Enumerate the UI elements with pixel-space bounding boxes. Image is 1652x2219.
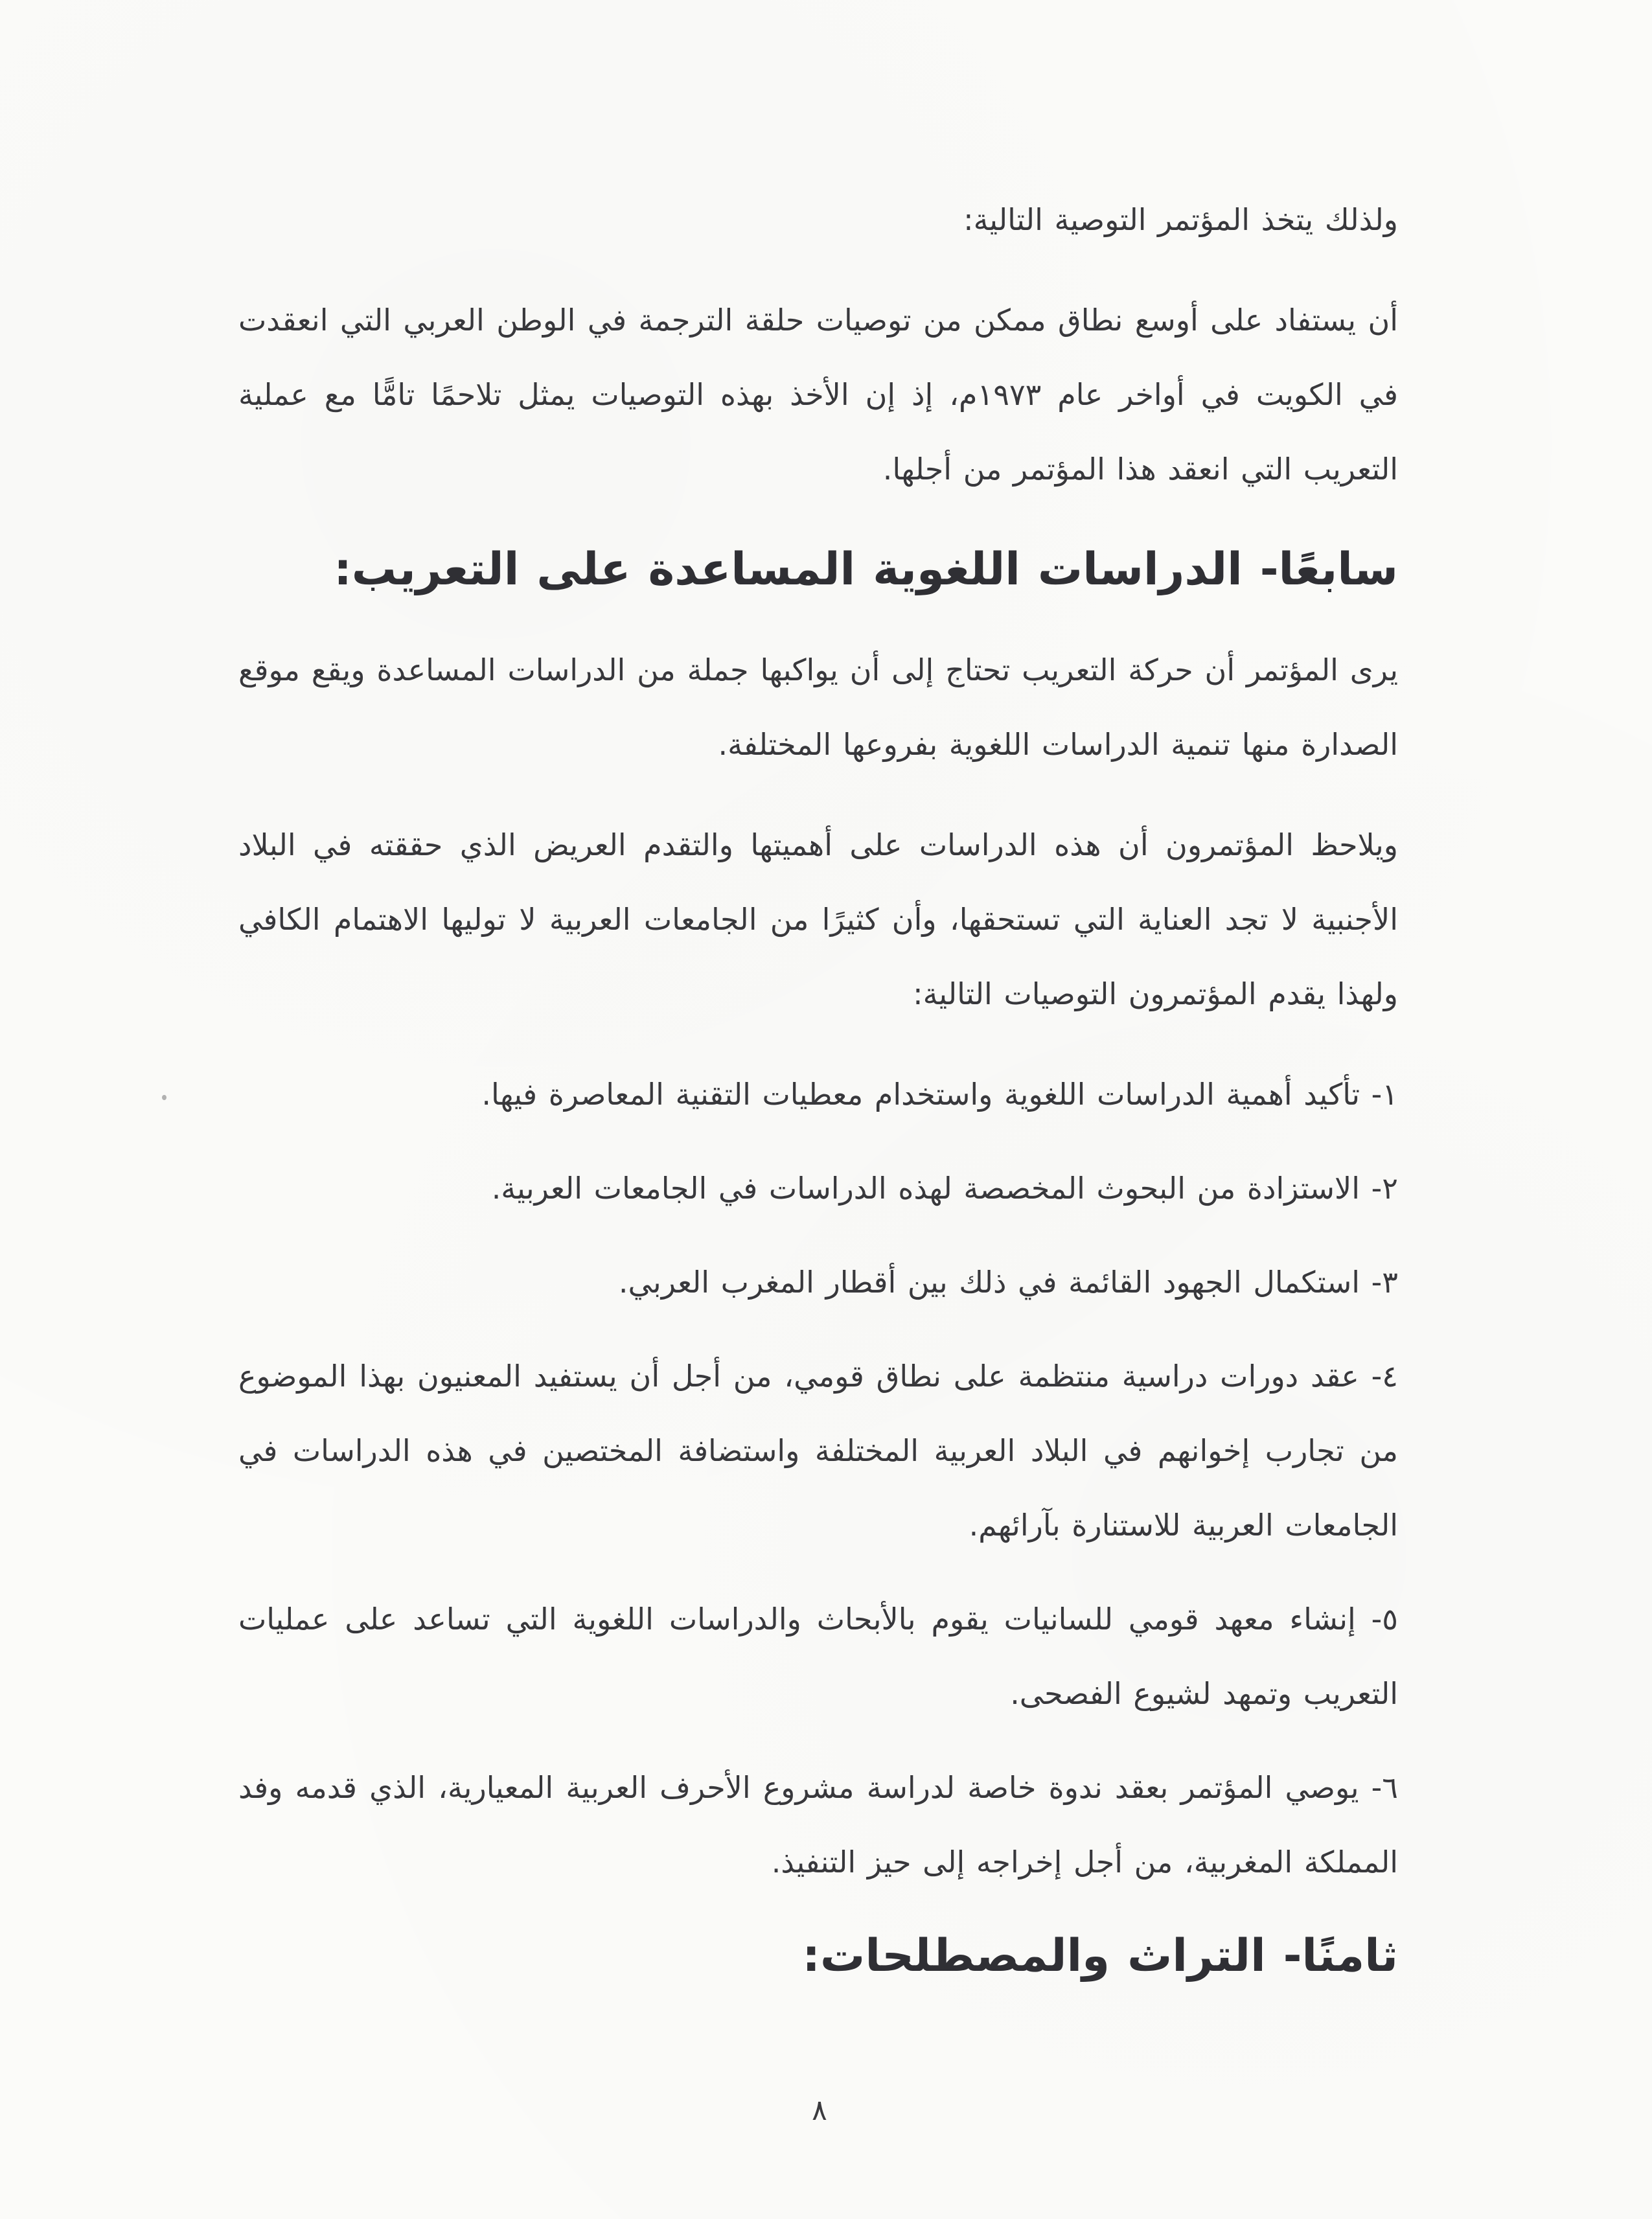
- section-heading-eighth-heritage-terminology: ثامنًا- التراث والمصطلحات:: [802, 1930, 1398, 1982]
- page-number: ٨: [812, 2094, 827, 2127]
- paragraph-recommendation-intro: ولذلك يتخذ المؤتمر التوصية التالية:: [963, 202, 1398, 237]
- list-item-6: ٦- يوصي المؤتمر بعقد ندوة خاصة لدراسة مشروع الأحرف العربية المعيارية، الذي قدمه وفد المملكة المغربية، من أجل إخراجه إلى حيز التنفيذ.: [238, 1770, 1398, 1880]
- list-item-2: ٢- الاستزادة من البحوث المخصصة لهذه الدراسات في الجامعات العربية.: [491, 1171, 1398, 1206]
- scan-artifact-speck: [162, 1095, 166, 1100]
- list-item-3: ٣- استكمال الجهود القائمة في ذلك بين أقطار المغرب العربي.: [618, 1265, 1398, 1300]
- paragraph-conferees-observation: ويلاحظ المؤتمرون أن هذه الدراسات على أهميتها والتقدم العريض الذي حققته في البلاد الأجنبية لا تجد العناية التي تستحقها، وأن كثيرًا من الجامعات العربية لا توليها الاهتمام الكافي ولهذا يقدم المؤتمرون التوصيات التالية:: [238, 827, 1398, 1011]
- document-body: [238, 183, 1398, 2019]
- paragraph-translation-seminar: أن يستفاد على أوسع نطاق ممكن من توصيات حلقة الترجمة في الوطن العربي التي انعقدت في الكويت في أواخر عام ١٩٧٣م، إذ إن الأخذ بهذه التوصيات يمثل تلاحمًا تامًّا مع عملية التعريب التي انعقد هذا المؤتمر من أجلها.: [238, 303, 1398, 487]
- paragraph-arabization-needs-studies: يرى المؤتمر أن حركة التعريب تحتاج إلى أن يواكبها جملة من الدراسات المساعدة ويقع موقع الصدارة منها تنمية الدراسات اللغوية بفروعها المختلفة.: [238, 652, 1398, 762]
- list-item-5: ٥- إنشاء معهد قومي للسانيات يقوم بالأبحاث والدراسات اللغوية التي تساعد على عمليات التعريب وتمهد لشيوع الفصحى.: [238, 1602, 1398, 1711]
- list-item-1: ١- تأكيد أهمية الدراسات اللغوية واستخدام معطيات التقنية المعاصرة فيها.: [481, 1077, 1398, 1112]
- section-heading-seventh-linguistic-studies: سابعًا- الدراسات اللغوية المساعدة على التعريب:: [334, 544, 1398, 595]
- list-item-4: ٤- عقد دورات دراسية منتظمة على نطاق قومي، من أجل أن يستفيد المعنيون بهذا الموضوع من تجارب إخوانهم في البلاد العربية المختلفة واستضافة المختصين في هذه الدراسات في الجامعات العربية للاستنارة بآرائهم.: [238, 1359, 1398, 1543]
